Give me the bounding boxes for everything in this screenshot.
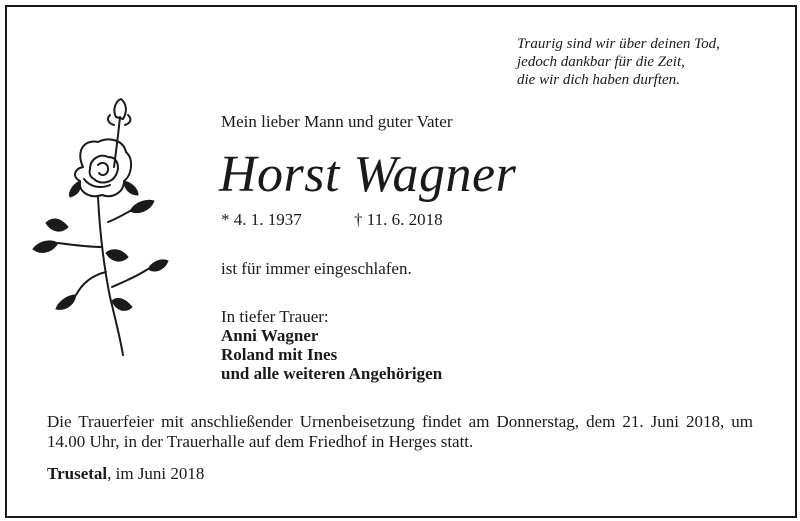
memorial-quote bbox=[517, 35, 720, 89]
mourners-block bbox=[221, 307, 442, 383]
mourner-name: Roland mit Ines bbox=[221, 345, 338, 364]
ceremony-info: Die Trauerfeier mit anschließender Urnenbeisetzung findet am Donnerstag, dem 21. Juni 2018, um 14.00 Uhr, in der Trauerhalle auf dem Friedhof in Herges statt. bbox=[47, 412, 753, 451]
passing-text: ist für immer eingeschlafen. bbox=[221, 259, 412, 278]
mourner-name: Anni Wagner bbox=[221, 326, 319, 345]
place-date bbox=[47, 464, 204, 484]
life-dates bbox=[221, 210, 443, 230]
deceased-name: Horst Wagner bbox=[219, 146, 517, 203]
death-date: † 11. 6. 2018 bbox=[354, 210, 443, 229]
quote-line: Traurig sind wir über deinen Tod, bbox=[517, 36, 720, 52]
place-date-text: , im Juni 2018 bbox=[107, 464, 205, 483]
place-town: Trusetal bbox=[47, 464, 108, 483]
mourning-heading: In tiefer Trauer: bbox=[221, 307, 329, 326]
intro-line: Mein lieber Mann und guter Vater bbox=[221, 112, 453, 131]
quote-line: jedoch dankbar für die Zeit, bbox=[517, 54, 685, 70]
rose-icon bbox=[28, 97, 170, 357]
mourner-name: und alle weiteren Angehörigen bbox=[221, 364, 443, 383]
birth-date: * 4. 1. 1937 bbox=[221, 210, 302, 229]
quote-line: die wir dich haben durften. bbox=[517, 72, 680, 88]
